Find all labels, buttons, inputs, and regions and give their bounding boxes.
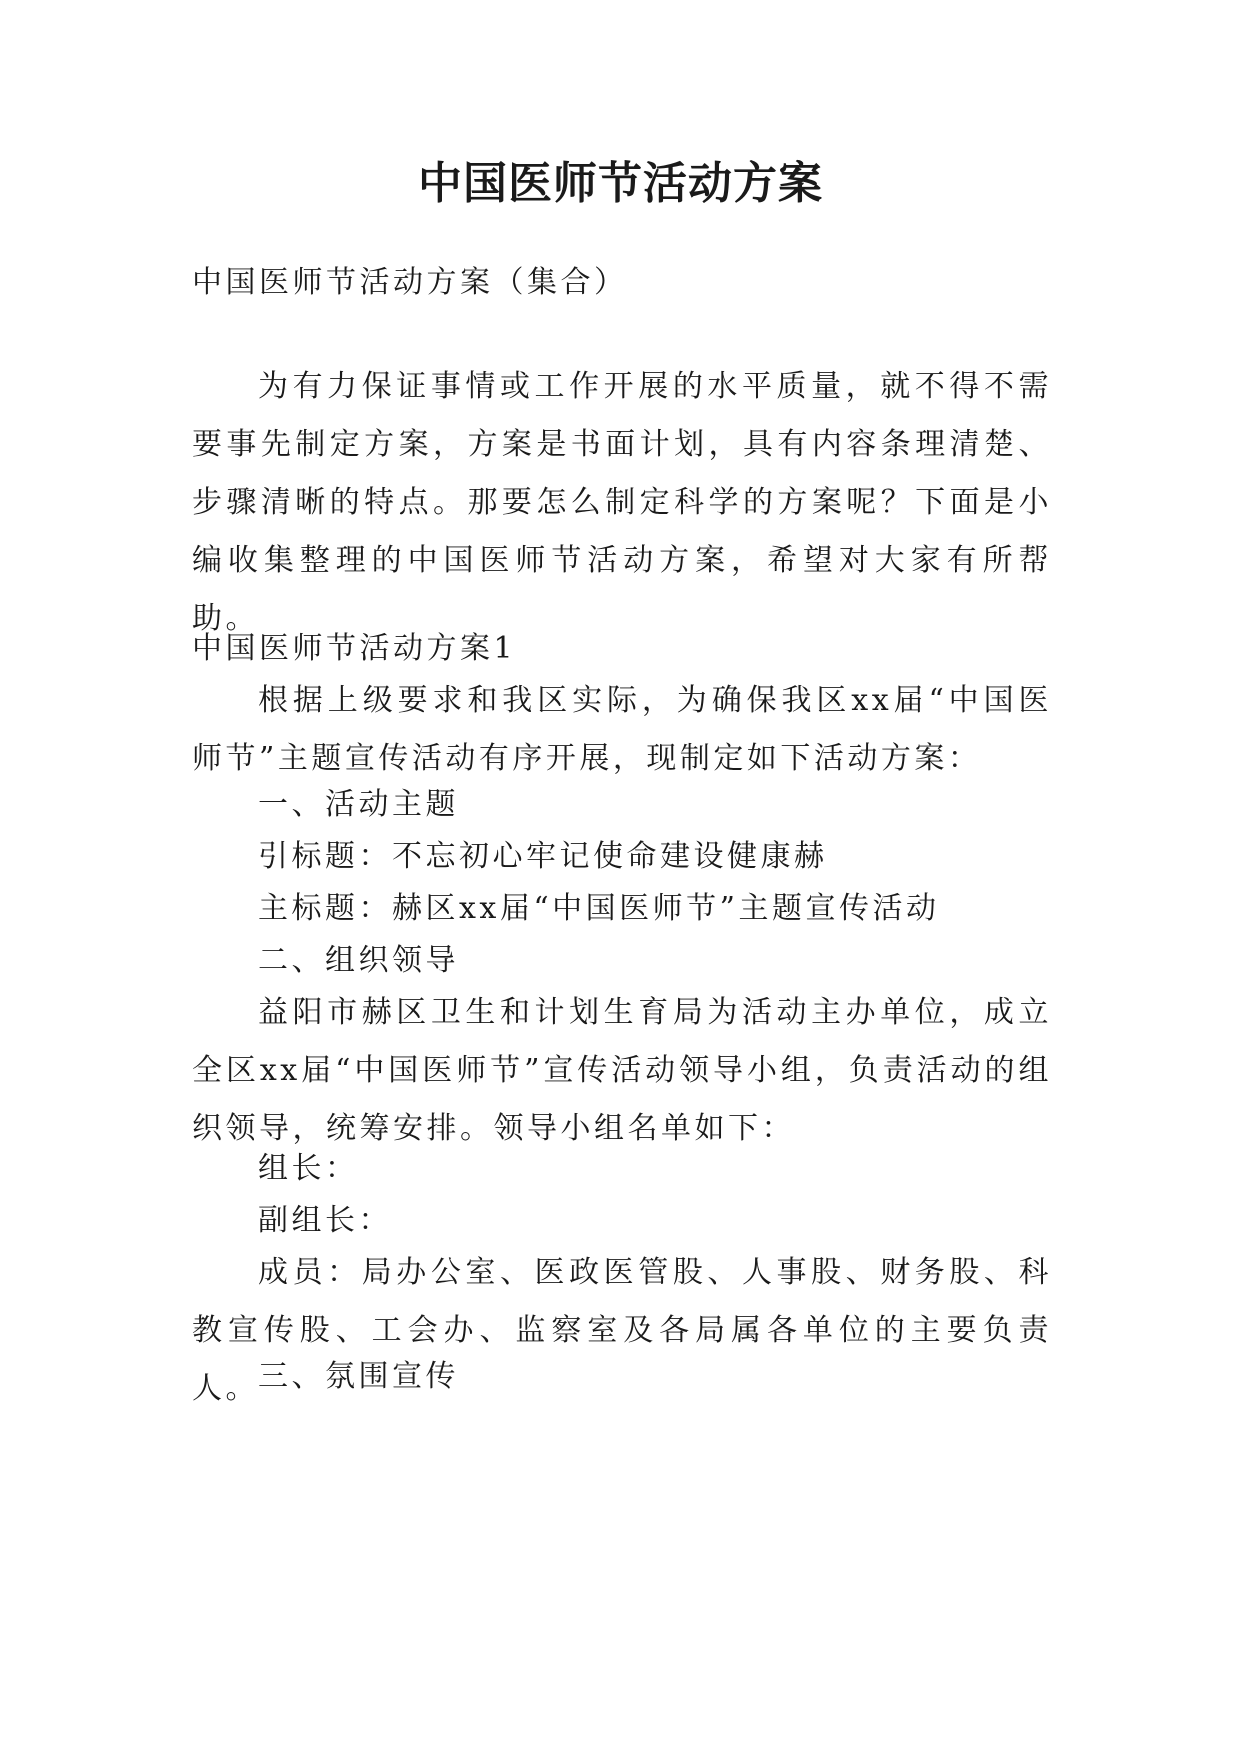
org-paragraph: 益阳市赫区卫生和计划生育局为活动主办单位，成立全区xx届“中国医师节”宣传活动领导小组，负责活动的组织领导，统筹安排。领导小组名单如下：	[192, 995, 1052, 1146]
document-title: 中国医师节活动方案	[418, 158, 823, 209]
basis-paragraph: 根据上级要求和我区实际，为确保我区xx届“中国医师节”主题宣传活动有序开展，现制定如下活动方案：	[192, 683, 1052, 776]
leader-line: 组长：	[258, 1151, 359, 1186]
intro-paragraph: 为有力保证事情或工作开展的水平质量，就不得不需要事先制定方案，方案是书面计划，具有内容条理清楚、步骤清晰的特点。那要怎么制定科学的方案呢？下面是小编收集整理的中国医师节活动方案，希望对大家有所帮助。	[192, 369, 1052, 636]
item-promo-heading: 三、氛围宣传	[258, 1359, 459, 1394]
section-heading: 中国医师节活动方案1	[192, 631, 517, 666]
lead-title-line: 引标题：不忘初心牢记使命建设健康赫	[258, 839, 828, 874]
main-title-line: 主标题：赫区xx届“中国医师节”主题宣传活动	[258, 891, 940, 926]
members-paragraph: 成员：局办公室、医政医管股、人事股、财务股、科教宣传股、工会办、监察室及各局属各单位的主要负责人。	[192, 1255, 1052, 1406]
item-theme-heading: 一、活动主题	[258, 787, 459, 822]
item-org-heading: 二、组织领导	[258, 943, 459, 978]
document-subtitle: 中国医师节活动方案（集合）	[192, 265, 628, 300]
deputy-line: 副组长：	[258, 1203, 392, 1238]
